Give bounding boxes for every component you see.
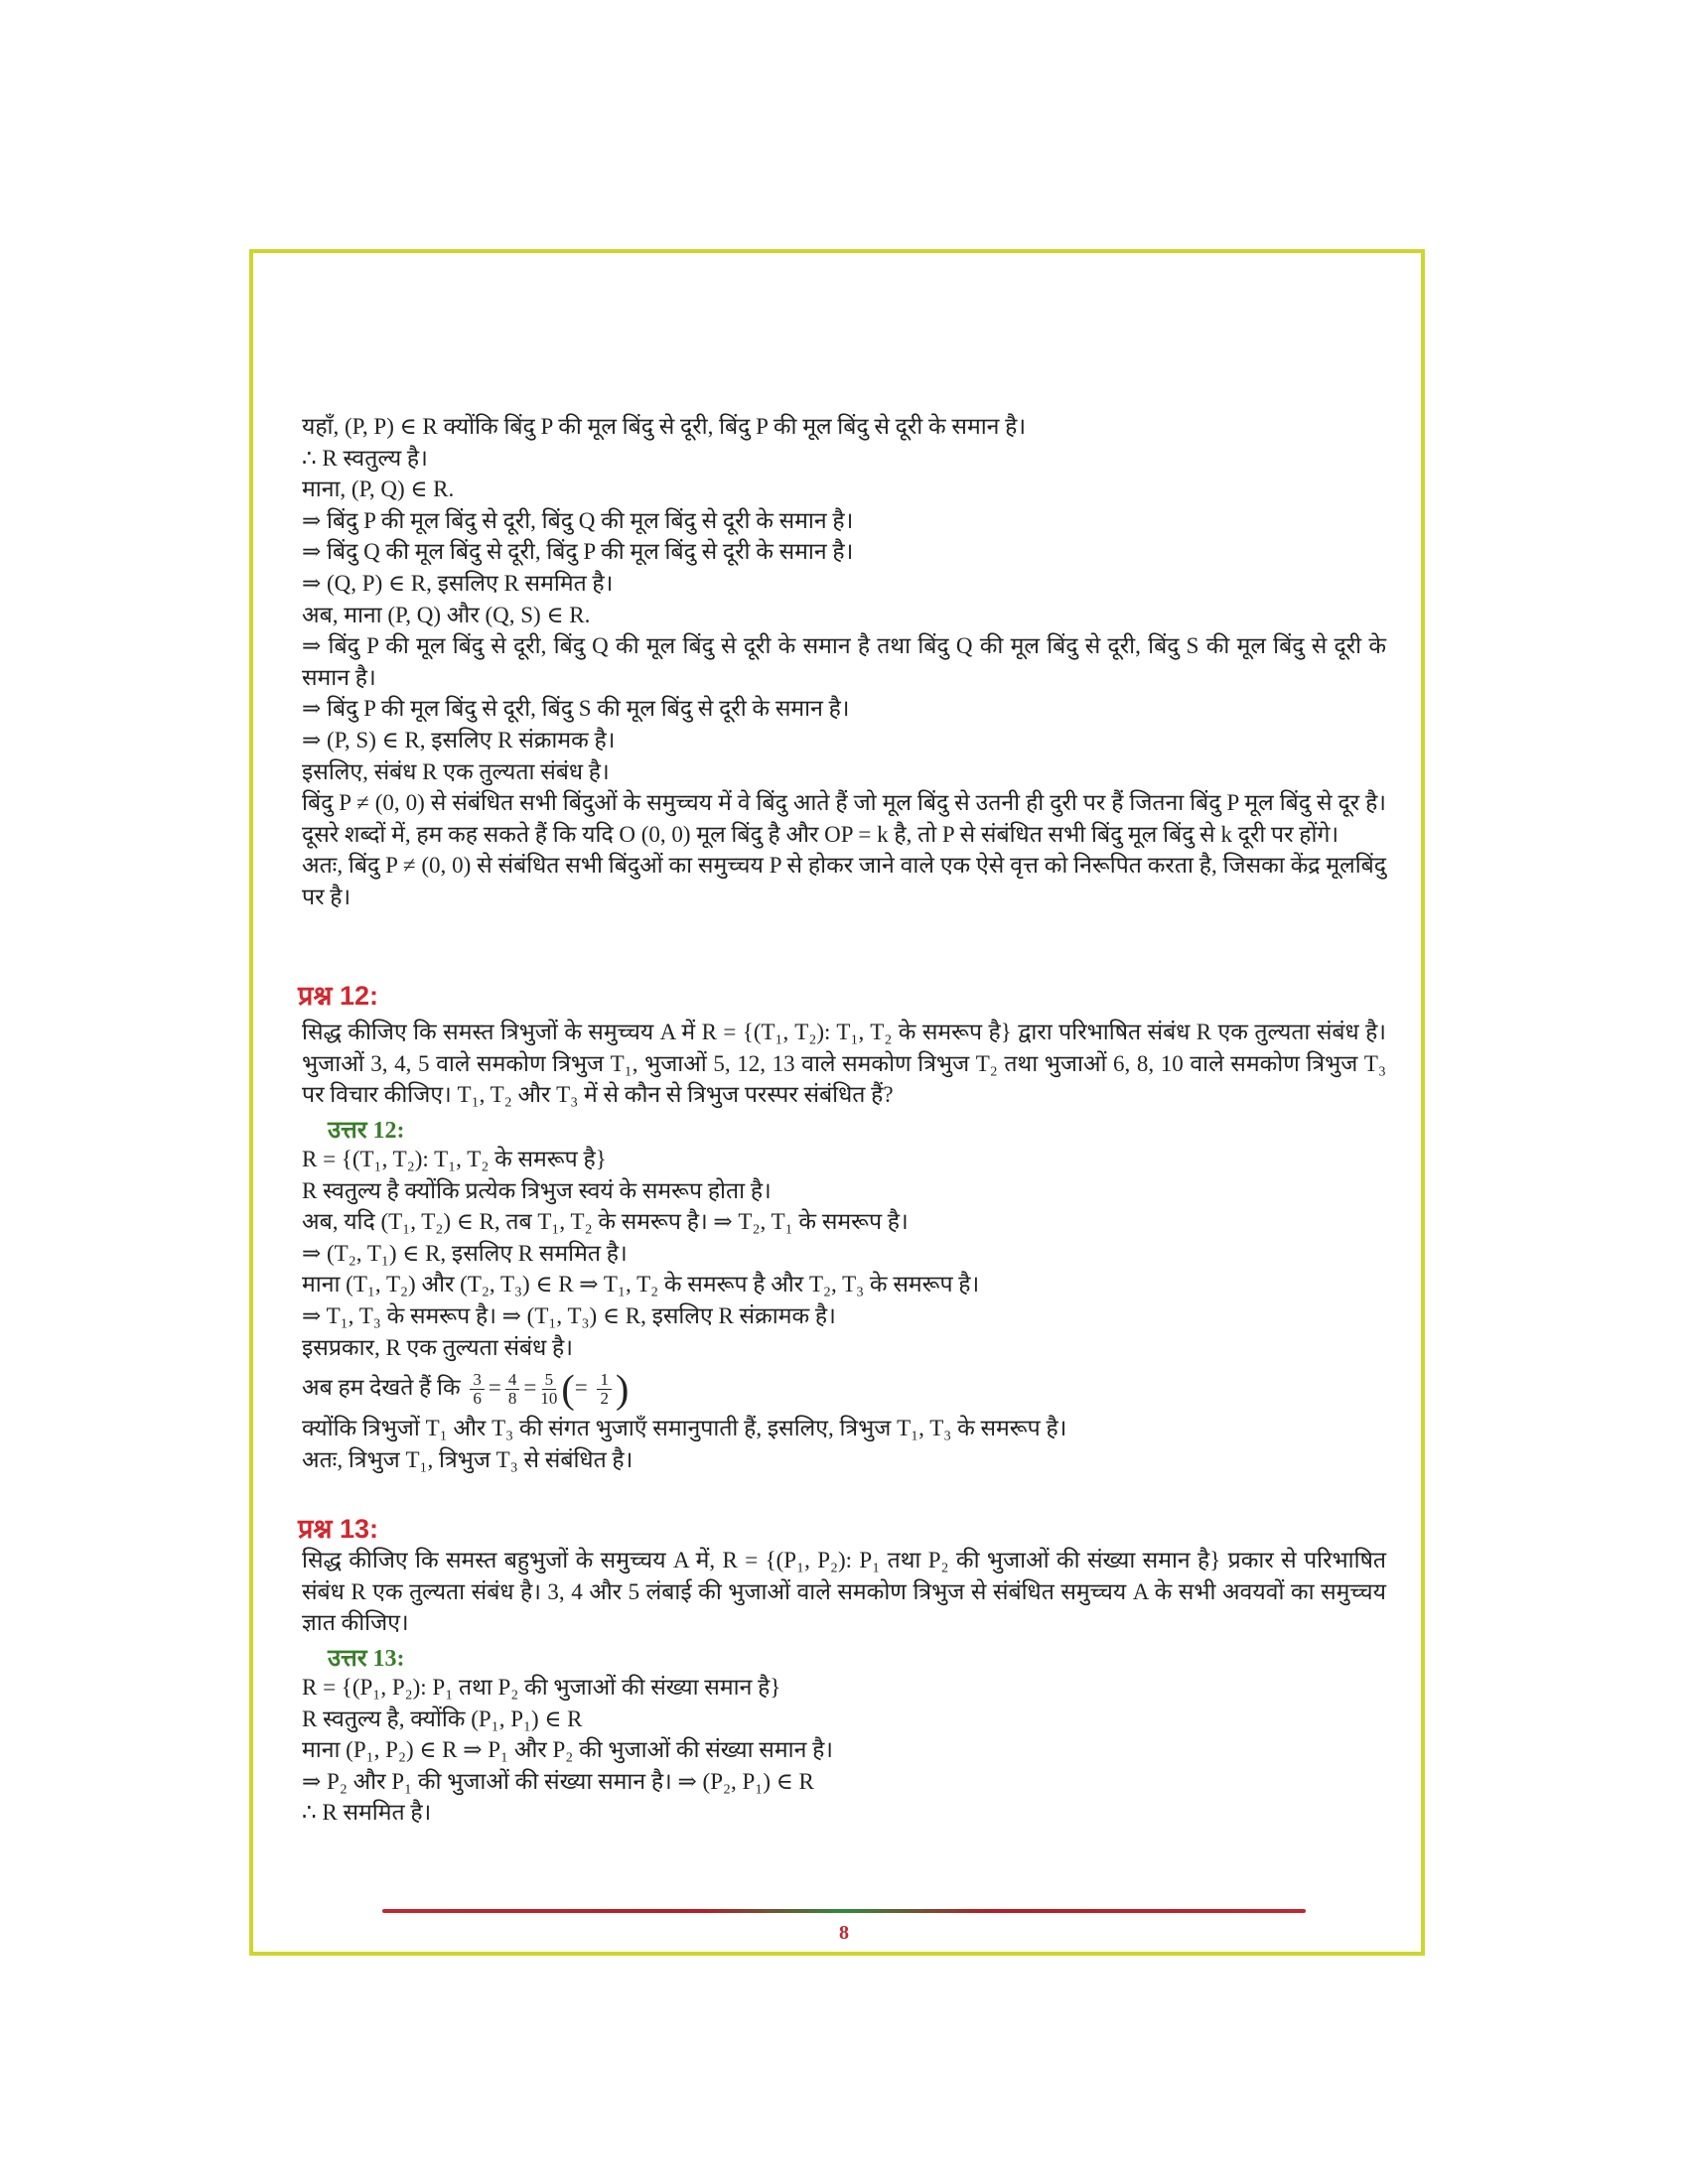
ratio-line: अब हम देखते हैं कि $\frac{3}{6}$ = $\frac{4}{8}$ = $\frac{5}{10}$ (= $\frac{1}{2}$ ) [302,1366,630,1412]
question-12-heading: प्रश्न 12: [298,981,378,1011]
text-line: अब, यदि (T₁, T₂) ∈ R, तब T₁, T₂ के समरूप है। ⇒ T₂, T₁ के समरूप है। [302,1209,909,1235]
page-number: 8 [839,1922,849,1944]
text-line: ⇒ बिंदु Q की मूल बिंदु से दूरी, बिंदु P की मूल बिंदु से दूरी के समान है। [302,539,854,565]
text-line: माना (T₁, T₂) और (T₂, T₃) ∈ R ⇒ T₁, T₂ के समरूप है और T₂, T₃ के समरूप है। [302,1272,980,1297]
fraction: $\frac{5}{10}$ [540,1370,558,1409]
answer-13-heading: उत्तर 13: [328,1646,405,1672]
fraction: $\frac{1}{2}$ [597,1371,612,1408]
question-13-text: सिद्ध कीजिए कि समस्त बहुभुजों के समुच्चय A में, R = {(P₁, P₂): P₁ तथा P₂ की भुजाओं की संख्या समान है} प्रकार से परिभाषित संबंध R एक तुल्यता संबंध है। 3, 4 और 5 लंबाई की भुजाओं वाले समकोण त्रिभुज से संबंधित समुच्चय A के सभी अवयवों का समुच्चय ज्ञात कीजिए। [302,1548,1386,1636]
text-line: ⇒ बिंदु P की मूल बिंदु से दूरी, बिंदु Q की मूल बिंदु से दूरी के समान है तथा बिंदु Q की मूल बिंदु से दूरी, बिंदु S की मूल बिंदु से दूरी के समान है। [302,633,1386,690]
footer-divider [382,1909,1306,1913]
text-line: R = {(P₁, P₂): P₁ तथा P₂ की भुजाओं की संख्या समान है} [302,1675,781,1700]
text-line: यहाँ, (P, P) ∈ R क्योंकि बिंदु P की मूल बिंदु से दूरी, बिंदु P की मूल बिंदु से दूरी के समान है। [302,414,1027,439]
text-line: ⇒ (Q, P) ∈ R, इसलिए R सममित है। [302,570,614,596]
text-line: माना (P₁, P₂) ∈ R ⇒ P₁ और P₂ की भुजाओं की संख्या समान है। [302,1737,834,1763]
fraction: $\frac{4}{8}$ [505,1371,520,1408]
text-line: ⇒ (P, S) ∈ R, इसलिए R संक्रामक है। [302,727,616,752]
text-line: अतः, बिंदु P ≠ (0, 0) से संबंधित सभी बिंदुओं का समुच्चय P से होकर जाने वाले एक ऐसे वृत्त को निरूपित करता है, जिसका केंद्र मूलबिंदु पर है। [302,853,1386,909]
text-line: इसप्रकार, R एक तुल्यता संबंध है। [302,1334,573,1360]
text-line: R स्वतुल्य है, क्योंकि (P₁, P₁) ∈ R [302,1706,583,1731]
text-line: ∴ R सममित है। [302,1800,432,1826]
fraction: $\frac{3}{6}$ [470,1371,485,1408]
answer-12-heading: उत्तर 12: [328,1118,405,1144]
text-line: अतः, त्रिभुज T₁, त्रिभुज T₃ से संबंधित है। [302,1446,633,1472]
text-line: ⇒ बिंदु P की मूल बिंदु से दूरी, बिंदु S की मूल बिंदु से दूरी के समान है। [302,696,850,722]
text-line: ⇒ T₁, T₃ के समरूप है। ⇒ (T₁, T₃) ∈ R, इसलिए R संक्रामक है। [302,1302,836,1328]
text-line: माना, (P, Q) ∈ R. [302,477,455,502]
text-line: ⇒ P₂ और P₁ की भुजाओं की संख्या समान है। ⇒ (P₂, P₁) ∈ R [302,1768,814,1794]
text-line: ∴ R स्वतुल्य है। [302,445,428,471]
section-proof-q11 [302,411,1386,913]
text-line: ⇒ (T₂, T₁) ∈ R, इसलिए R सममित है। [302,1240,628,1266]
answer-13-body [302,1672,1386,1829]
text-line: क्योंकि त्रिभुजों T₁ और T₃ की संगत भुजाएँ समानुपाती हैं, इसलिए, त्रिभुज T₁, T₃ के समरूप है। [302,1416,1067,1441]
text-line: ⇒ बिंदु P की मूल बिंदु से दूरी, बिंदु Q की मूल बिंदु से दूरी के समान है। [302,507,854,533]
ratio-prefix: अब हम देखते हैं कि [302,1375,461,1401]
answer-12-body [302,1144,1386,1475]
text-line: R = {(T₁, T₂): T₁, T₂ के समरूप है} [302,1147,607,1171]
question-13-heading: प्रश्न 13: [298,1514,378,1544]
text-line: बिंदु P ≠ (0, 0) से संबंधित सभी बिंदुओं के समुच्चय में वे बिंदु आते हैं जो मूल बिंदु से उतनी ही दुरी पर हैं जितना बिंदु P मूल बिंदु से दूर है। दूसरे शब्दों में, हम कह सकते हैं कि यदि O (0, 0) मूल बिंदु है और OP = k है, तो P से संबंधित सभी बिंदु मूल बिंदु से k दूरी पर होंगे। [302,790,1386,847]
question-12-text: सिद्ध कीजिए कि समस्त त्रिभुजों के समुच्चय A में R = {(T₁, T₂): T₁, T₂ के समरूप है} द्वारा परिभाषित संबंध R एक तुल्यता संबंध है। भुजाओं 3, 4, 5 वाले समकोण त्रिभुज T₁, भुजाओं 5, 12, 13 वाले समकोण त्रिभुज T₂ तथा भुजाओं 6, 8, 10 वाले समकोण त्रिभुज T₃ पर विचार कीजिए। T₁, T₂ और T₃ में से कौन से त्रिभुज परस्पर संबंधित हैं? [302,1020,1386,1108]
text-line: अब, माना (P, Q) और (Q, S) ∈ R. [302,602,591,627]
text-line: इसलिए, संबंध R एक तुल्यता संबंध है। [302,758,610,784]
text-line: R स्वतुल्य है क्योंकि प्रत्येक त्रिभुज स्वयं के समरूप होता है। [302,1177,772,1203]
